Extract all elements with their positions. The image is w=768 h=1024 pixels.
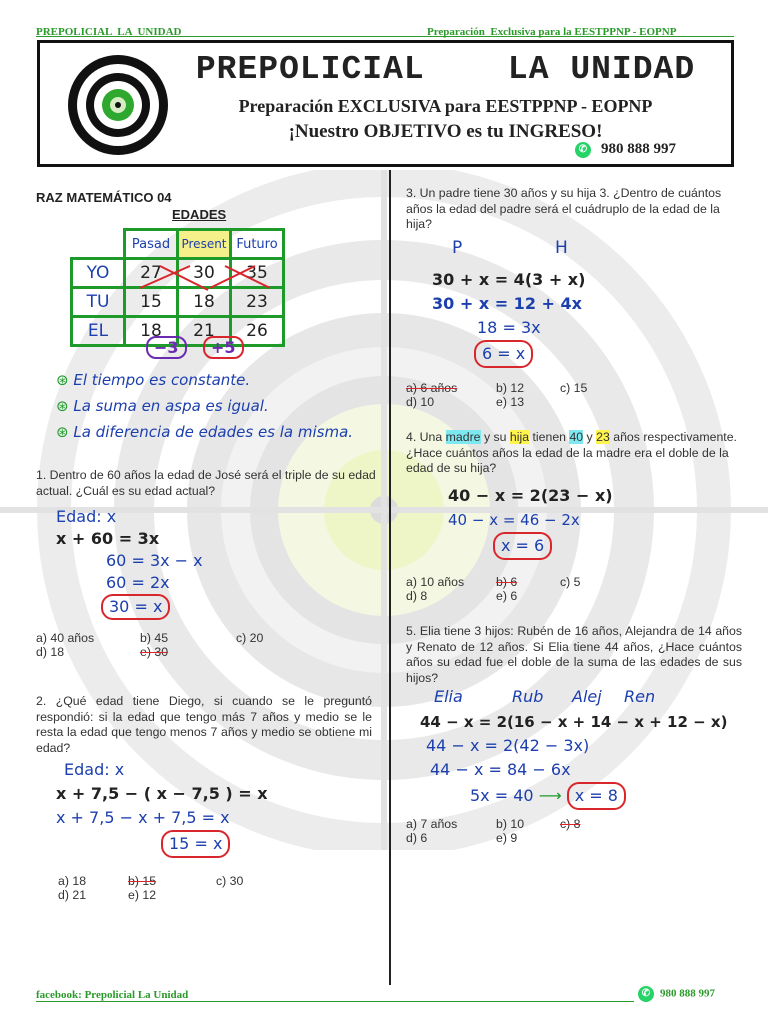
option-a[interactable]: a) 10 años bbox=[406, 575, 465, 589]
q2-work: Edad: x x + 7,5 − ( x − 7,5 ) = x x + 7,5 − x + 7,5 = x 15 = x bbox=[56, 758, 268, 858]
highlight-hija: hija bbox=[509, 430, 530, 444]
option-a[interactable]: a) 7 años bbox=[406, 817, 458, 831]
table-cell: 18 bbox=[178, 288, 231, 317]
table-cell: 21 bbox=[178, 317, 231, 346]
table-cell: 15 bbox=[125, 288, 178, 317]
q5-labels: Elia Rub Alej Ren bbox=[434, 687, 656, 706]
table-cell: 30 bbox=[178, 259, 231, 288]
option-e[interactable]: e) 9 bbox=[496, 831, 518, 845]
option-e[interactable]: e) 30 bbox=[140, 645, 169, 659]
option-a[interactable]: a) 40 años bbox=[36, 631, 95, 645]
row-label: TU bbox=[72, 288, 125, 317]
q1-text: 1. Dentro de 60 años la edad de José será el triple de su edad actual. ¿Cuál es su edad actual? bbox=[36, 468, 376, 498]
rule-item: ⊛ La diferencia de edades es la misma. bbox=[56, 423, 354, 441]
cross-arrows bbox=[120, 258, 270, 308]
option-d[interactable]: d) 18 bbox=[36, 645, 65, 659]
col-header-present: Present bbox=[178, 230, 231, 259]
option-a[interactable]: a) 18 bbox=[58, 874, 87, 888]
option-e[interactable]: e) 13 bbox=[496, 395, 525, 409]
row-label: YO bbox=[72, 259, 125, 288]
q4-options bbox=[406, 575, 736, 603]
table-cell: 35 bbox=[231, 259, 284, 288]
row-label: EL bbox=[72, 317, 125, 346]
option-c[interactable]: c) 15 bbox=[560, 381, 588, 395]
rules-list bbox=[56, 367, 353, 445]
q4-text: 4. Una madre y su hija tienen 40 y 23 años respectivamente. ¿Hace cuántos años la edad de la madre era el doble de la edad de su hija? bbox=[406, 430, 737, 475]
q5-options bbox=[406, 817, 736, 845]
table-cell: 26 bbox=[231, 317, 284, 346]
col-header-past: Pasad bbox=[125, 230, 178, 259]
diff-left: −3 bbox=[146, 336, 187, 359]
header-divider bbox=[36, 36, 734, 37]
section-title: RAZ MATEMÁTICO 04 bbox=[36, 190, 172, 205]
option-d[interactable]: d) 6 bbox=[406, 831, 428, 845]
banner-slogan: ¡Nuestro OBJETIVO es tu INGRESO! bbox=[288, 121, 603, 142]
option-d[interactable]: d) 10 bbox=[406, 395, 435, 409]
highlight-40: 40 bbox=[569, 430, 584, 444]
option-b[interactable]: b) 10 bbox=[496, 817, 525, 831]
banner-phone-number: 980 888 997 bbox=[601, 141, 676, 157]
option-b[interactable]: b) 15 bbox=[128, 874, 157, 888]
q5-work: 44 − x = 2(16 − x + 14 − x + 12 − x) 44 − x = 2(42 − 3x) 44 − x = 84 − 6x 5x = 40 ⟶ x = 8 bbox=[420, 710, 727, 810]
option-b[interactable]: b) 45 bbox=[140, 631, 169, 645]
banner-subtitle: Preparación EXCLUSIVA para EESTPPNP - EOPNP bbox=[238, 96, 653, 116]
banner bbox=[37, 40, 734, 167]
whatsapp-icon: ✆ bbox=[575, 142, 591, 158]
rule-item: ⊛ El tiempo es constante. bbox=[56, 371, 251, 389]
highlight-madre: madre bbox=[445, 430, 481, 444]
whatsapp-icon: ✆ bbox=[638, 986, 654, 1002]
q1-options bbox=[36, 631, 376, 659]
header-left: PREPOLICIAL LA UNIDAD bbox=[36, 26, 182, 38]
q2-text: 2. ¿Qué edad tiene Diego, si cuando se le preguntó respondió: si la edad que tengo más 7 años y medio se le resta la edad que tengo menos 7 años y medio se obtiene mi edad? bbox=[36, 694, 372, 755]
header-right: Preparación Exclusiva para la EESTPPNP - EOPNP bbox=[427, 26, 677, 38]
option-b[interactable]: b) 12 bbox=[496, 381, 525, 395]
banner-title: PREPOLICIAL LA UNIDAD bbox=[195, 51, 696, 88]
option-c[interactable]: c) 5 bbox=[560, 575, 581, 589]
option-c[interactable]: c) 30 bbox=[216, 874, 244, 888]
diff-right: +5 bbox=[203, 336, 244, 359]
footer-phone: ✆ 980 888 997 bbox=[638, 986, 715, 1002]
q3-work: 30 + x = 4(3 + x) 30 + x = 12 + 4x 18 = 3x 6 = x bbox=[432, 268, 585, 368]
rule-item: ⊛ La suma en aspa es igual. bbox=[56, 397, 269, 415]
q1-work: Edad: x x + 60 = 3x 60 = 3x − x 60 = 2x 30 = x bbox=[56, 506, 203, 620]
q3-label-h: H bbox=[555, 238, 568, 258]
col-header-future: Futuro bbox=[231, 230, 284, 259]
bullet-icon: ⊛ bbox=[56, 423, 69, 441]
q2-options bbox=[58, 874, 378, 902]
option-e[interactable]: e) 6 bbox=[496, 589, 518, 603]
table-cell: 18 bbox=[125, 317, 178, 346]
option-d[interactable]: d) 21 bbox=[58, 888, 87, 902]
option-c[interactable]: c) 8 bbox=[560, 817, 581, 831]
option-e[interactable]: e) 12 bbox=[128, 888, 157, 902]
q3-text: 3. Un padre tiene 30 años y su hija 3. ¿Dentro de cuántos años la edad del padre será el cuádruplo de la edad de la hija? bbox=[406, 186, 722, 231]
table-cell: 27 bbox=[125, 259, 178, 288]
option-c[interactable]: c) 20 bbox=[236, 631, 264, 645]
topic-title: EDADES bbox=[172, 207, 227, 222]
option-d[interactable]: d) 8 bbox=[406, 589, 428, 603]
table-cell: 23 bbox=[231, 288, 284, 317]
q3-options bbox=[406, 381, 736, 409]
bullet-icon: ⊛ bbox=[56, 371, 69, 389]
column-divider bbox=[389, 170, 391, 985]
footer-divider bbox=[36, 1001, 634, 1002]
q5-text: 5. Elia tiene 3 hijos: Rubén de 16 años, Alejandra de 14 años y Renato de 12 años. Si Elia tiene 44 años, ¿Hace cuántos años su edad fue el doble de la suma de las edades de sus hijos? bbox=[406, 624, 742, 685]
banner-phone bbox=[575, 141, 676, 158]
option-b[interactable]: b) 6 bbox=[496, 575, 518, 589]
highlight-23: 23 bbox=[596, 430, 610, 444]
q3-label-p: P bbox=[452, 238, 463, 258]
q4-work: 40 − x = 2(23 − x) 40 − x = 46 − 2x x = 6 bbox=[448, 484, 613, 560]
arrow-icon: ⟶ bbox=[538, 786, 567, 805]
footer-facebook[interactable]: facebook: Prepolicial La Unidad bbox=[36, 989, 189, 1001]
bullet-icon: ⊛ bbox=[56, 397, 69, 415]
option-a[interactable]: a) 6 años bbox=[406, 381, 458, 395]
